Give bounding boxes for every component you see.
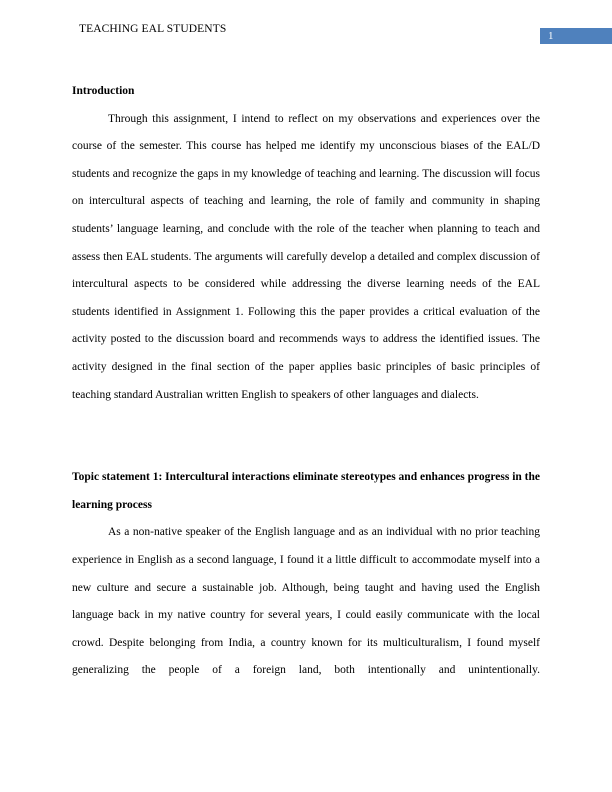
introduction-paragraph: Through this assignment, I intend to reflect on my observations and experiences over the course of the semester. This course has helped me identify my unconscious biases of the EAL/D students and recognize the gaps in my knowledge of teaching and learning. The discussion will focus on intercultural aspects of teaching and learning, the role of family and community in shaping students’ language learning, and conclude with the role of the teacher when planning to teach and assess then EAL students. The arguments will carefully develop a detailed and complex discussion of intercultural aspects to be considered while addressing the diverse learning needs of the EAL students identified in Assignment 1. Following this the paper provides a critical evaluation of the activity posted to the discussion board and recommends ways to address the identified issues. The activity designed in the final section of the paper applies basic principles of basic principles of teaching standard Australian written English to speakers of other languages and dialects. [72,112,540,401]
running-header-title: TEACHING EAL STUDENTS [79,23,227,35]
page-number-badge: 1 [540,28,612,44]
topic-statement-1-heading: Topic statement 1: Intercultural interactions eliminate stereotypes and enhances progress in the learning process [72,471,540,511]
topic-statement-1-paragraph: As a non-native speaker of the English language and as an individual with no prior teaching experience in English as a second language, I found it a little difficult to accommodate myself into a new culture and secure a sustainable job. Although, being taught and having used the English language back in my native country for several years, I could easily communicate with the local crowd. Despite belonging from India, a country known for its multiculturalism, I found myself generalizing the people of a foreign land, both intentionally and unintentionally. [72,526,540,677]
introduction-heading: Introduction [72,85,135,97]
document-body [72,78,540,685]
section-spacer [72,409,540,464]
